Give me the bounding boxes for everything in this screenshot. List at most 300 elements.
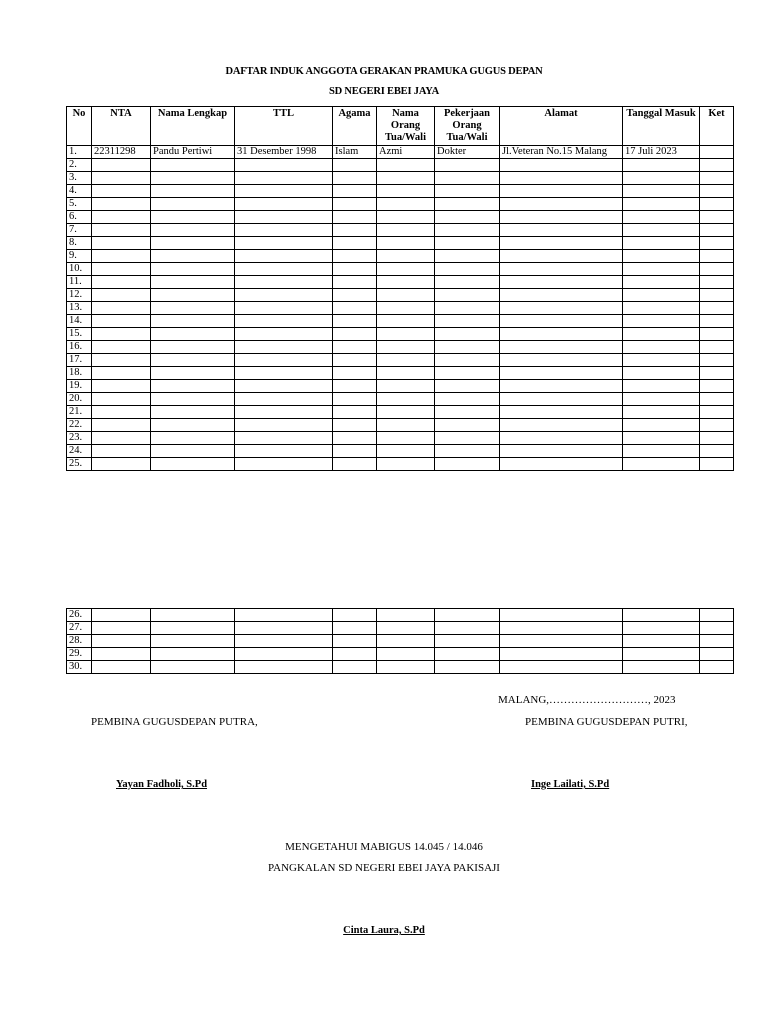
table-cell (333, 367, 377, 380)
table-cell (700, 146, 734, 159)
table-cell (435, 609, 500, 622)
table-cell (435, 172, 500, 185)
table-cell (623, 159, 700, 172)
table-cell (151, 354, 235, 367)
table-cell (151, 341, 235, 354)
table-row (67, 224, 734, 237)
table-cell (500, 419, 623, 432)
table-cell: 13. (67, 302, 92, 315)
table-cell (235, 224, 333, 237)
table-cell: 9. (67, 250, 92, 263)
table-cell (435, 302, 500, 315)
table-cell (623, 198, 700, 211)
table-cell (623, 276, 700, 289)
table-cell (435, 198, 500, 211)
header-alamat: Alamat (500, 107, 623, 146)
table-cell (235, 609, 333, 622)
table-cell (700, 237, 734, 250)
table-cell (435, 328, 500, 341)
table-cell (235, 328, 333, 341)
table-cell (700, 458, 734, 471)
table-cell (500, 393, 623, 406)
table-cell (500, 224, 623, 237)
table-cell (377, 185, 435, 198)
mengetahui-label: MENGETAHUI MABIGUS 14.045 / 14.046 (285, 841, 483, 853)
table-cell (92, 661, 151, 674)
table-cell (235, 622, 333, 635)
table-cell (151, 237, 235, 250)
table-row (67, 185, 734, 198)
table-cell (333, 432, 377, 445)
table-cell (92, 172, 151, 185)
table-cell (377, 172, 435, 185)
table-cell (235, 276, 333, 289)
table-cell (151, 185, 235, 198)
table-cell: 30. (67, 661, 92, 674)
table-cell (435, 393, 500, 406)
table-row (67, 237, 734, 250)
table-cell (151, 635, 235, 648)
table-cell: 18. (67, 367, 92, 380)
table-cell (500, 315, 623, 328)
table-cell (700, 263, 734, 276)
table-cell (151, 302, 235, 315)
table-cell: 2. (67, 159, 92, 172)
table-cell (623, 289, 700, 302)
table-cell (92, 159, 151, 172)
table-cell (92, 354, 151, 367)
table-cell (623, 250, 700, 263)
member-table-continued (66, 608, 734, 674)
table-cell: 17 Juli 2023 (623, 146, 700, 159)
table-cell (500, 609, 623, 622)
table-cell (92, 609, 151, 622)
header-tanggal-masuk: Tanggal Masuk (623, 107, 700, 146)
table-cell (235, 289, 333, 302)
table-cell (500, 648, 623, 661)
table-cell (333, 354, 377, 367)
table-cell (500, 367, 623, 380)
table-cell (333, 198, 377, 211)
table-cell (500, 432, 623, 445)
table-cell (92, 237, 151, 250)
table-cell: Islam (333, 146, 377, 159)
table-row (67, 354, 734, 367)
table-cell (151, 406, 235, 419)
table-cell (500, 445, 623, 458)
table-cell (92, 341, 151, 354)
table-cell: 24. (67, 445, 92, 458)
table-cell (377, 211, 435, 224)
table-cell: 22. (67, 419, 92, 432)
table-cell (700, 635, 734, 648)
table-row (67, 419, 734, 432)
table-cell (377, 432, 435, 445)
table-cell (623, 406, 700, 419)
header-nta: NTA (92, 107, 151, 146)
table-cell (500, 661, 623, 674)
table-cell (92, 328, 151, 341)
table-cell (500, 172, 623, 185)
table-cell: 26. (67, 609, 92, 622)
table-cell (151, 380, 235, 393)
table-cell (700, 211, 734, 224)
header-no: No (67, 107, 92, 146)
table-cell: Jl.Veteran No.15 Malang (500, 146, 623, 159)
table-cell (151, 263, 235, 276)
table-cell (700, 648, 734, 661)
table-cell (700, 609, 734, 622)
table-cell (151, 211, 235, 224)
table-cell: 21. (67, 406, 92, 419)
table-row (67, 276, 734, 289)
table-cell (151, 172, 235, 185)
table-cell (377, 224, 435, 237)
table-row (67, 172, 734, 185)
table-cell (435, 315, 500, 328)
table-cell (700, 432, 734, 445)
table-cell (377, 341, 435, 354)
table-cell (500, 354, 623, 367)
table-cell (333, 302, 377, 315)
table-row (67, 159, 734, 172)
table-cell (377, 367, 435, 380)
table-cell: 19. (67, 380, 92, 393)
table-cell: 4. (67, 185, 92, 198)
table-cell (623, 224, 700, 237)
pembina-putri-name: Inge Lailati, S.Pd (531, 779, 610, 790)
table-cell (700, 367, 734, 380)
table-cell (623, 302, 700, 315)
table-row (67, 341, 734, 354)
table-cell (377, 302, 435, 315)
table-cell (377, 609, 435, 622)
table-cell: 8. (67, 237, 92, 250)
table-row (67, 380, 734, 393)
table-cell: 7. (67, 224, 92, 237)
table-cell (151, 198, 235, 211)
table-cell (377, 406, 435, 419)
pangkalan-label: PANGKALAN SD NEGERI EBEI JAYA PAKISAJI (268, 862, 500, 874)
table-cell (623, 341, 700, 354)
table-cell (377, 237, 435, 250)
table-cell (500, 341, 623, 354)
table-cell (700, 289, 734, 302)
table-cell (151, 609, 235, 622)
table-cell (92, 315, 151, 328)
table-cell (151, 289, 235, 302)
table-cell: 12. (67, 289, 92, 302)
table-cell (700, 250, 734, 263)
table-row (67, 328, 734, 341)
table-cell (235, 367, 333, 380)
header-pekerjaan-ortu: Pekerjaan Orang Tua/Wali (435, 107, 500, 146)
table-cell (623, 354, 700, 367)
table-cell (435, 224, 500, 237)
table-cell (92, 445, 151, 458)
header-nama-lengkap: Nama Lengkap (151, 107, 235, 146)
table-cell (333, 211, 377, 224)
table-cell (92, 635, 151, 648)
table-cell (235, 185, 333, 198)
table-cell: 15. (67, 328, 92, 341)
table-cell (377, 380, 435, 393)
table-cell (333, 622, 377, 635)
table-cell: 22311298 (92, 146, 151, 159)
table-row (67, 661, 734, 674)
table-cell (435, 185, 500, 198)
table-cell (92, 211, 151, 224)
table-cell (151, 458, 235, 471)
header-nama-ortu: Nama Orang Tua/Wali (377, 107, 435, 146)
table-cell: 16. (67, 341, 92, 354)
header-agama: Agama (333, 107, 377, 146)
table-cell (151, 328, 235, 341)
table-cell (623, 648, 700, 661)
table-cell (435, 354, 500, 367)
table-cell (151, 367, 235, 380)
table-cell (700, 198, 734, 211)
table-cell (235, 380, 333, 393)
table-row (67, 211, 734, 224)
table-cell (92, 302, 151, 315)
table-cell (435, 432, 500, 445)
table-cell (500, 250, 623, 263)
table-cell (435, 419, 500, 432)
table-cell (700, 380, 734, 393)
table-cell: 1. (67, 146, 92, 159)
table-cell (333, 276, 377, 289)
table-cell (500, 198, 623, 211)
document-subtitle: SD NEGERI EBEI JAYA (328, 86, 440, 97)
document-title: DAFTAR INDUK ANGGOTA GERAKAN PRAMUKA GUGUS DEPAN (225, 66, 543, 77)
table-cell (333, 250, 377, 263)
table-cell (235, 458, 333, 471)
place-date: MALANG,………………………, 2023 (498, 694, 676, 706)
table-cell (700, 341, 734, 354)
table-cell (92, 419, 151, 432)
table-cell (377, 328, 435, 341)
member-table (66, 106, 734, 471)
table-cell (500, 622, 623, 635)
header-ket: Ket (700, 107, 734, 146)
table-cell: 27. (67, 622, 92, 635)
table-cell (235, 432, 333, 445)
table-cell (500, 263, 623, 276)
pembina-putri-label: PEMBINA GUGUSDEPAN PUTRI, (525, 716, 688, 728)
table-cell (92, 263, 151, 276)
table-cell (333, 185, 377, 198)
table-cell (92, 393, 151, 406)
table-cell (92, 250, 151, 263)
table-cell (500, 406, 623, 419)
table-cell: 5. (67, 198, 92, 211)
table-cell (92, 406, 151, 419)
table-cell (623, 328, 700, 341)
table-cell (623, 445, 700, 458)
table-cell (435, 661, 500, 674)
table-cell: Pandu Pertiwi (151, 146, 235, 159)
table-cell (700, 419, 734, 432)
table-cell (435, 250, 500, 263)
table-cell (92, 198, 151, 211)
table-cell (377, 315, 435, 328)
table-cell (623, 380, 700, 393)
table-cell (435, 648, 500, 661)
table-cell (500, 635, 623, 648)
table-cell (333, 419, 377, 432)
table-cell (333, 315, 377, 328)
table-cell (235, 419, 333, 432)
table-cell (92, 276, 151, 289)
table-cell (333, 380, 377, 393)
table-cell (700, 172, 734, 185)
table-cell (500, 380, 623, 393)
table-cell (92, 224, 151, 237)
table-row (67, 609, 734, 622)
table-cell: Dokter (435, 146, 500, 159)
table-cell (435, 263, 500, 276)
table-cell (333, 609, 377, 622)
table-cell (377, 159, 435, 172)
table-cell (333, 237, 377, 250)
table-cell (235, 159, 333, 172)
table-cell (235, 341, 333, 354)
header-ttl: TTL (235, 107, 333, 146)
table-cell (700, 328, 734, 341)
table-cell (235, 445, 333, 458)
table-cell (333, 661, 377, 674)
table-cell (235, 198, 333, 211)
table-cell (500, 458, 623, 471)
table-cell (377, 661, 435, 674)
table-cell (623, 237, 700, 250)
table-cell (92, 367, 151, 380)
table-cell (623, 263, 700, 276)
table-cell (623, 635, 700, 648)
table-cell: 23. (67, 432, 92, 445)
table-cell (623, 315, 700, 328)
table-cell (92, 380, 151, 393)
table-row (67, 198, 734, 211)
table-cell (500, 276, 623, 289)
table-cell (500, 237, 623, 250)
table-row (67, 302, 734, 315)
table-cell (377, 250, 435, 263)
table-cell: Azmi (377, 146, 435, 159)
table-cell (700, 315, 734, 328)
table-cell (151, 648, 235, 661)
table-cell (500, 289, 623, 302)
table-cell (435, 237, 500, 250)
table-cell (151, 445, 235, 458)
table-cell: 20. (67, 393, 92, 406)
table-row (67, 250, 734, 263)
table-cell (500, 159, 623, 172)
table-cell (435, 367, 500, 380)
table-cell (333, 159, 377, 172)
table-cell (235, 315, 333, 328)
table-cell (500, 302, 623, 315)
table-row (67, 367, 734, 380)
table-cell: 31 Desember 1998 (235, 146, 333, 159)
table-cell (500, 328, 623, 341)
table-cell (333, 406, 377, 419)
mabigus-name: Cinta Laura, S.Pd (343, 925, 425, 936)
table-cell (435, 635, 500, 648)
table-cell (435, 622, 500, 635)
table-cell (377, 354, 435, 367)
table-cell (700, 622, 734, 635)
table-cell: 29. (67, 648, 92, 661)
table-cell (235, 661, 333, 674)
table-row (67, 289, 734, 302)
table-cell (333, 445, 377, 458)
table-cell (435, 341, 500, 354)
table-cell (623, 419, 700, 432)
table-cell (377, 458, 435, 471)
table-cell (435, 406, 500, 419)
table-row (67, 393, 734, 406)
table-cell (151, 432, 235, 445)
table-cell (700, 445, 734, 458)
table-cell (235, 406, 333, 419)
table-row (67, 445, 734, 458)
table-cell (235, 354, 333, 367)
table-row (67, 406, 734, 419)
pembina-putra-label: PEMBINA GUGUSDEPAN PUTRA, (91, 716, 258, 728)
table-cell (377, 393, 435, 406)
table-cell (151, 159, 235, 172)
table-cell (92, 458, 151, 471)
table-cell (151, 393, 235, 406)
table-cell (151, 276, 235, 289)
table-header-row (67, 107, 734, 146)
table-cell (435, 458, 500, 471)
table-cell (92, 289, 151, 302)
table-row (67, 622, 734, 635)
table-cell: 28. (67, 635, 92, 648)
table-cell (151, 661, 235, 674)
table-cell (377, 276, 435, 289)
table-cell (377, 419, 435, 432)
table-cell (333, 341, 377, 354)
table-cell (435, 445, 500, 458)
table-row (67, 263, 734, 276)
table-cell: 25. (67, 458, 92, 471)
table-cell (377, 198, 435, 211)
table-cell (623, 172, 700, 185)
table-cell (235, 237, 333, 250)
table-row (67, 458, 734, 471)
table-cell (700, 185, 734, 198)
table-cell (700, 406, 734, 419)
table-cell (377, 445, 435, 458)
table-cell (92, 432, 151, 445)
table-cell (235, 172, 333, 185)
table-cell (377, 635, 435, 648)
table-cell (623, 367, 700, 380)
table-cell (623, 185, 700, 198)
table-cell (333, 328, 377, 341)
table-cell (435, 289, 500, 302)
table-cell (377, 648, 435, 661)
table-cell (700, 302, 734, 315)
table-cell (435, 159, 500, 172)
table-cell (235, 263, 333, 276)
table-cell: 3. (67, 172, 92, 185)
table-cell (151, 419, 235, 432)
